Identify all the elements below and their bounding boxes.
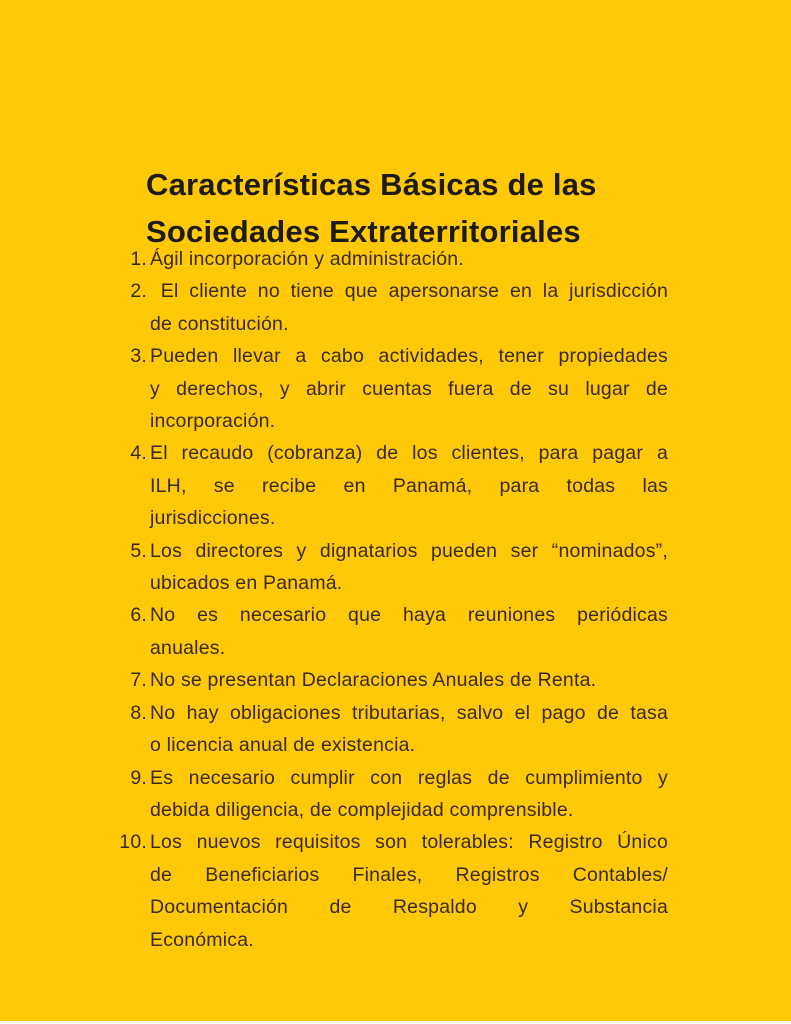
list-item-number: 5. bbox=[130, 539, 147, 562]
list-item-line: Documentación de Respaldo y Substancia bbox=[150, 896, 668, 919]
list-item-line: jurisdicciones. bbox=[150, 507, 276, 530]
list-item bbox=[112, 243, 668, 275]
list-item-line: No es necesario que haya reuniones periódicas bbox=[150, 604, 668, 627]
list-item-number: 9. bbox=[130, 766, 147, 789]
list-item-line: No hay obligaciones tributarias, salvo el pago de tasa bbox=[150, 701, 668, 724]
list-item-line: y derechos, y abrir cuentas fuera de su lugar de bbox=[150, 377, 668, 400]
list-item-number: 8. bbox=[130, 701, 147, 724]
list-item-line: incorporación. bbox=[150, 410, 276, 433]
list-item-number: 10. bbox=[119, 831, 147, 854]
list-item-line: anuales. bbox=[150, 636, 226, 659]
list-item-line: Los directores y dignatarios pueden ser “nominados”, bbox=[150, 539, 668, 562]
list-item bbox=[112, 762, 668, 827]
list-item-line: ubicados en Panamá. bbox=[150, 572, 343, 595]
list-item-line: de Beneficiarios Finales, Registros Contables/ bbox=[150, 863, 668, 886]
page-title: Características Básicas de las Sociedades Extraterritoriales bbox=[146, 166, 597, 249]
list-item-line: Pueden llevar a cabo actividades, tener propiedades bbox=[150, 345, 668, 368]
list-item-number: 1. bbox=[130, 248, 147, 270]
list-item-number: 3. bbox=[130, 345, 147, 368]
list-item bbox=[112, 340, 668, 437]
list-item bbox=[112, 599, 668, 664]
list-item-number: 2. bbox=[130, 280, 147, 303]
list-item bbox=[112, 437, 668, 534]
list-item-line: debida diligencia, de complejidad comprensible. bbox=[150, 798, 574, 821]
list-item-line: de constitución. bbox=[150, 312, 289, 335]
list-item-line: Es necesario cumplir con reglas de cumplimiento y bbox=[150, 766, 668, 789]
list-item-line: El recaudo (cobranza) de los clientes, para pagar a bbox=[150, 442, 668, 465]
list-item-line: o licencia anual de existencia. bbox=[150, 734, 416, 757]
list-item bbox=[112, 535, 668, 600]
list-item-number: 7. bbox=[130, 669, 147, 692]
list-item-line: Económica. bbox=[150, 928, 254, 951]
list-item bbox=[112, 275, 668, 340]
list-item-line: Los nuevos requisitos son tolerables: Registro Único bbox=[150, 831, 668, 854]
list-item bbox=[112, 826, 668, 956]
feature-list bbox=[112, 243, 668, 956]
list-item-line: Ágil incorporación y administración. bbox=[150, 248, 464, 270]
list-item-line: El cliente no tiene que apersonarse en la jurisdicción bbox=[150, 280, 668, 303]
list-item-line: No se presentan Declaraciones Anuales de Renta. bbox=[150, 669, 597, 692]
list-item-line: ILH, se recibe en Panamá, para todas las bbox=[150, 474, 668, 497]
list-item bbox=[112, 697, 668, 762]
list-item-number: 4. bbox=[130, 442, 147, 465]
list-item-number: 6. bbox=[130, 604, 147, 627]
list-item bbox=[112, 664, 668, 696]
